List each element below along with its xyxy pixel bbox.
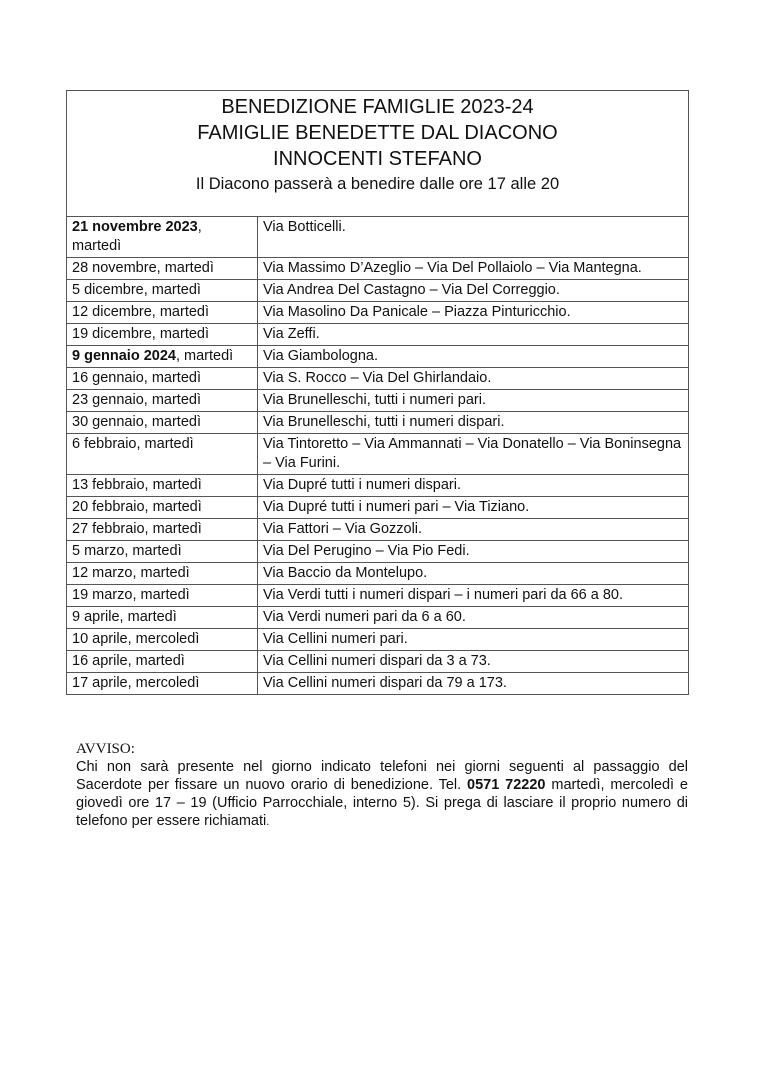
date-text: 6 febbraio, martedì <box>72 436 194 452</box>
date-cell <box>67 497 258 519</box>
table-row <box>67 368 689 390</box>
date-text: 17 aprile, mercoledì <box>72 675 200 691</box>
streets-cell: Via Baccio da Montelupo. <box>258 563 689 585</box>
date-text: 30 gennaio, martedì <box>72 414 201 430</box>
date-text: 19 dicembre, martedì <box>72 326 210 342</box>
date-cell <box>67 607 258 629</box>
table-row <box>67 651 689 673</box>
date-bold: 9 gennaio 2024 <box>72 348 176 364</box>
streets-cell: Via Cellini numeri pari. <box>258 629 689 651</box>
streets-cell: Via Verdi numeri pari da 6 a 60. <box>258 607 689 629</box>
date-cell <box>67 217 258 258</box>
date-cell <box>67 541 258 563</box>
date-cell <box>67 368 258 390</box>
streets-cell: Via Tintoretto – Via Ammannati – Via Donatello – Via Boninsegna – Via Furini. <box>258 434 689 475</box>
streets-cell: Via Brunelleschi, tutti i numeri dispari. <box>258 412 689 434</box>
header-cell <box>67 91 689 217</box>
date-cell <box>67 651 258 673</box>
table-row <box>67 390 689 412</box>
date-bold: 21 novembre 2023 <box>72 219 198 235</box>
phone-number: 0571 72220 <box>467 777 546 793</box>
table-row <box>67 585 689 607</box>
title-line-3: INNOCENTI STEFANO <box>273 148 482 170</box>
table-row <box>67 475 689 497</box>
date-text: 12 dicembre, martedì <box>72 304 210 320</box>
date-text: 9 aprile, martedì <box>72 609 177 625</box>
streets-cell: Via Andrea Del Castagno – Via Del Correggio. <box>258 280 689 302</box>
date-cell <box>67 390 258 412</box>
streets-cell: Via Massimo D’Azeglio – Via Del Pollaiolo – Via Mantegna. <box>258 258 689 280</box>
date-cell <box>67 302 258 324</box>
table-row <box>67 607 689 629</box>
date-text: , martedì <box>72 219 202 254</box>
date-cell <box>67 519 258 541</box>
streets-cell: Via Botticelli. <box>258 217 689 258</box>
date-cell <box>67 629 258 651</box>
notice-final-period: . <box>266 816 270 828</box>
date-text: 19 marzo, martedì <box>72 587 190 603</box>
streets-cell: Via Masolino Da Panicale – Piazza Pinturicchio. <box>258 302 689 324</box>
date-text: 16 gennaio, martedì <box>72 370 201 386</box>
streets-cell: Via Cellini numeri dispari da 79 a 173. <box>258 673 689 695</box>
streets-cell: Via Brunelleschi, tutti i numeri pari. <box>258 390 689 412</box>
notice-text-after: martedì, mercoledì e giovedì ore 17 – 19 (Ufficio Parrocchiale, interno 5). Si prega di lasciare il proprio numero di telefono per essere richiamati <box>76 777 688 829</box>
date-text: 20 febbraio, martedì <box>72 499 202 515</box>
date-cell <box>67 346 258 368</box>
table-row <box>67 280 689 302</box>
streets-cell: Via Del Perugino – Via Pio Fedi. <box>258 541 689 563</box>
date-text: 28 novembre, martedì <box>72 260 214 276</box>
streets-cell: Via S. Rocco – Via Del Ghirlandaio. <box>258 368 689 390</box>
streets-cell: Via Dupré tutti i numeri pari – Via Tiziano. <box>258 497 689 519</box>
date-text: 5 marzo, martedì <box>72 543 182 559</box>
streets-cell: Via Verdi tutti i numeri dispari – i numeri pari da 66 a 80. <box>258 585 689 607</box>
notice-block <box>76 740 688 831</box>
table-row <box>67 412 689 434</box>
streets-cell: Via Dupré tutti i numeri dispari. <box>258 475 689 497</box>
date-text: 16 aprile, martedì <box>72 653 185 669</box>
schedule-table <box>66 90 689 695</box>
title-line-1: BENEDIZIONE FAMIGLIE 2023-24 <box>221 96 534 118</box>
date-cell <box>67 434 258 475</box>
date-text: 23 gennaio, martedì <box>72 392 201 408</box>
date-cell <box>67 563 258 585</box>
table-row <box>67 629 689 651</box>
table-row <box>67 346 689 368</box>
date-cell <box>67 475 258 497</box>
streets-cell: Via Cellini numeri dispari da 3 a 73. <box>258 651 689 673</box>
table-row <box>67 324 689 346</box>
table-row <box>67 673 689 695</box>
table-row <box>67 434 689 475</box>
notice-title: AVVISO: <box>76 741 135 757</box>
date-text: 27 febbraio, martedì <box>72 521 202 537</box>
date-cell <box>67 673 258 695</box>
header-row <box>67 91 689 217</box>
date-text: , martedì <box>175 348 234 364</box>
table-row <box>67 519 689 541</box>
notice-text-before: Chi non sarà presente nel giorno indicato telefoni nei giorni seguenti al passaggio del Sacerdote per fissare un nuovo orario di benedizione. Tel. <box>76 759 688 793</box>
table-row <box>67 497 689 519</box>
date-text: 10 aprile, mercoledì <box>72 631 200 647</box>
schedule-table-body <box>67 91 689 695</box>
date-cell <box>67 585 258 607</box>
streets-cell: Via Zeffi. <box>258 324 689 346</box>
table-row <box>67 563 689 585</box>
date-text: 12 marzo, martedì <box>72 565 190 581</box>
table-row <box>67 217 689 258</box>
table-row <box>67 302 689 324</box>
title-line-2: FAMIGLIE BENEDETTE DAL DIACONO <box>197 122 558 144</box>
streets-cell: Via Fattori – Via Gozzoli. <box>258 519 689 541</box>
table-row <box>67 541 689 563</box>
date-cell <box>67 258 258 280</box>
date-cell <box>67 280 258 302</box>
table-row <box>67 258 689 280</box>
date-cell <box>67 412 258 434</box>
date-text: 5 dicembre, martedì <box>72 282 201 298</box>
date-cell <box>67 324 258 346</box>
subtitle: Il Diacono passerà a benedire dalle ore 17 alle 20 <box>195 175 560 193</box>
streets-cell: Via Giambologna. <box>258 346 689 368</box>
date-text: 13 febbraio, martedì <box>72 477 202 493</box>
